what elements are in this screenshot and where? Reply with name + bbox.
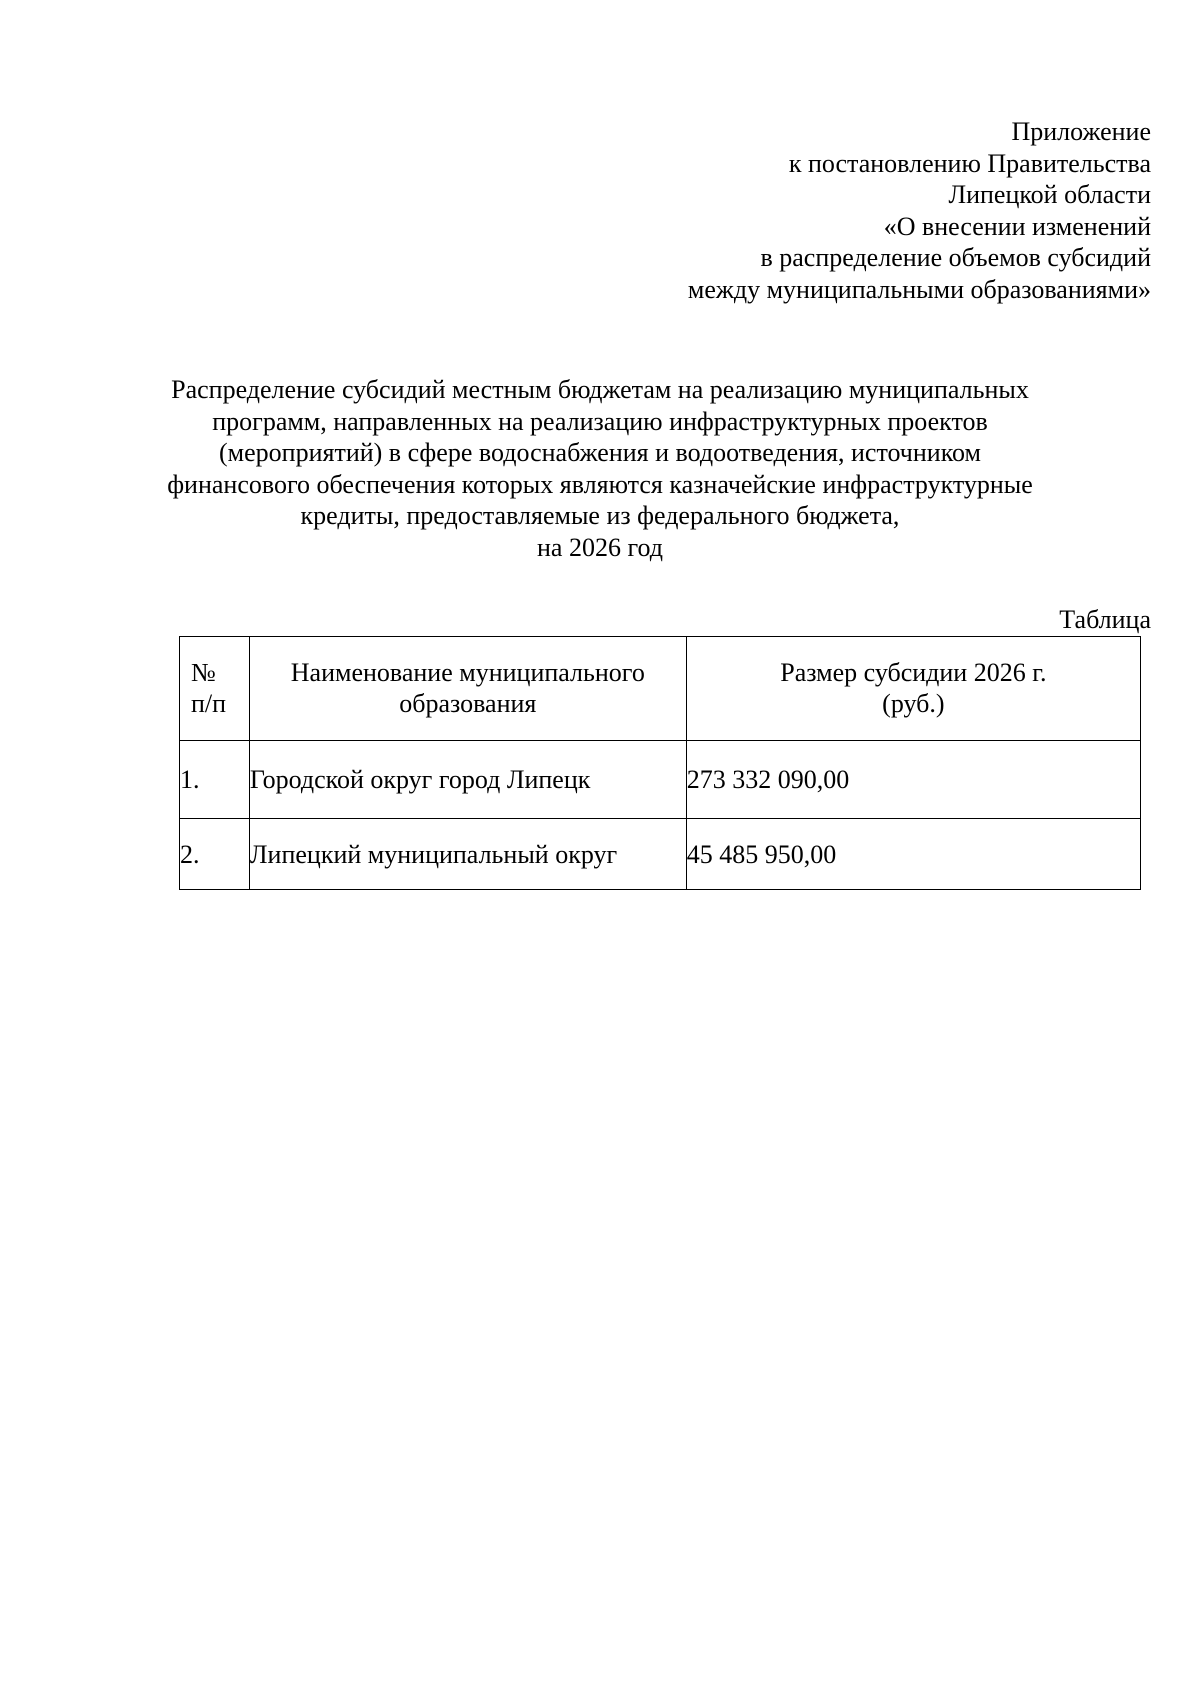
title-line: Распределение субсидий местным бюджетам на реализацию муниципальных	[171, 375, 1029, 404]
header-municipality-name	[249, 637, 686, 741]
subsidy-table	[179, 636, 1141, 890]
header-number-line: №	[191, 658, 216, 687]
header-name-line: Наименование муниципального	[290, 658, 645, 687]
header-amount-line: Размер субсидии 2026 г.	[780, 658, 1047, 687]
row-number: 1.	[180, 741, 250, 819]
title-line: программ, направленных на реализацию инфраструктурных проектов	[212, 406, 988, 436]
appendix-header	[688, 116, 1151, 305]
title-line: на 2026 год	[537, 532, 663, 562]
table-row	[180, 741, 1141, 819]
subsidy-amount: 273 332 090,00	[686, 741, 1140, 819]
title-line: (мероприятий) в сфере водоснабжения и водоотведения, источником	[219, 438, 981, 467]
appendix-line: Липецкой области	[948, 180, 1151, 209]
table-caption: Таблица	[1059, 605, 1151, 634]
appendix-line: между муниципальными образованиями»	[687, 274, 1151, 304]
appendix-line: Приложение	[1011, 117, 1151, 146]
document-title	[155, 374, 1045, 563]
title-line: кредиты, предоставляемые из федерального бюджета,	[300, 501, 900, 530]
header-amount-line: (руб.)	[882, 689, 945, 718]
header-number-line: п/п	[191, 689, 227, 718]
subsidy-amount: 45 485 950,00	[686, 819, 1140, 890]
header-subsidy-amount	[686, 637, 1140, 741]
header-name-line: образования	[399, 689, 537, 718]
appendix-line: «О внесении изменений	[883, 211, 1151, 241]
municipality-name: Липецкий муниципальный округ	[249, 819, 686, 890]
header-number	[180, 637, 250, 741]
row-number: 2.	[180, 819, 250, 890]
title-line: финансового обеспечения которых являются казначейские инфраструктурные	[167, 469, 1033, 499]
municipality-name: Городской округ город Липецк	[249, 741, 686, 819]
table-row	[180, 819, 1141, 890]
appendix-line: к постановлению Правительства	[788, 148, 1151, 178]
table-header-row	[180, 637, 1141, 741]
appendix-line: в распределение объемов субсидий	[760, 243, 1151, 272]
